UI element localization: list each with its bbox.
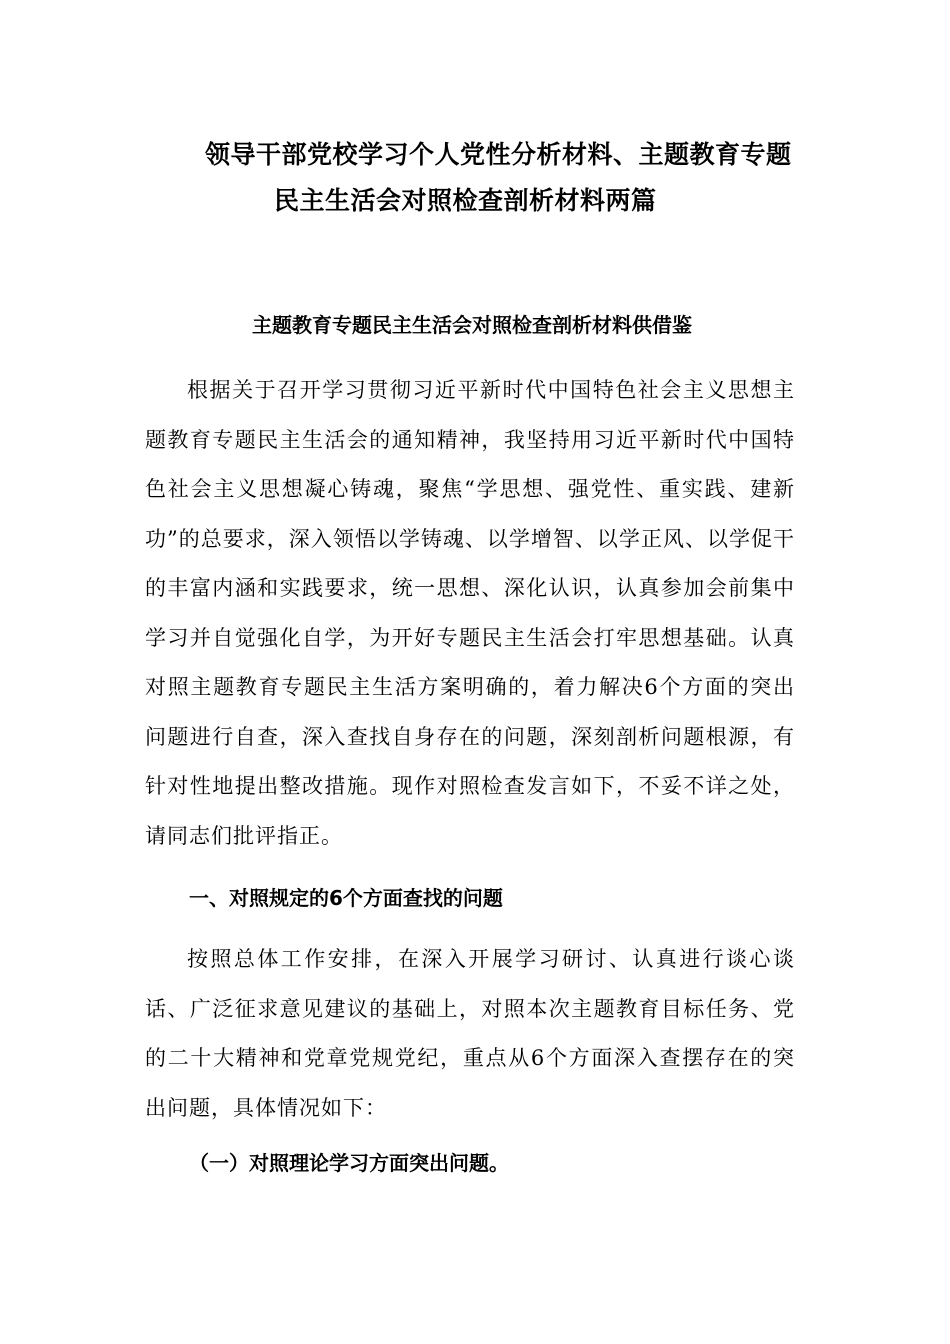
document-subtitle: 主题教育专题民主生活会对照检查剖析材料供借鉴 xyxy=(252,313,692,337)
body-paragraph-intro: 根据关于召开学习贯彻习近平新时代中国特色社会主义思想主题教育专题民主生活会的通知精神，我坚持用习近平新时代中国特色社会主义思想凝心铸魂，聚焦“学思想、强党性、重实践、建新功”的总要求，深入领悟以学铸魂、以学增智、以学正风、以学促干的丰富内涵和实践要求，统一思想、深化认识，认真参加会前集中学习并自觉强化自学，为开好专题民主生活会打牢思想基础。认真对照主题教育专题民主生活方案明确的，着力解决6个方面的突出问题进行自查，深入查找自身存在的问题，深刻剖析问题根源，有针对性地提出整改措施。现作对照检查发言如下，不妥不详之处，请同志们批评指正。 xyxy=(145,378,795,848)
document-title-line-1: 领导干部党校学习个人党性分析材料、主题教育专题 xyxy=(205,140,792,169)
section-heading-1: 一、对照规定的6个方面查找的问题 xyxy=(189,886,503,910)
body-paragraph-section-1: 按照总体工作安排，在深入开展学习研讨、认真进行谈心谈话、广泛征求意见建议的基础上，对照本次主题教育目标任务、党的二十大精神和党章党规党纪，重点从6个方面深入查摆存在的突出问题，具体情况如下： xyxy=(145,947,795,1120)
subsection-heading-1: （一）对照理论学习方面突出问题。 xyxy=(189,1151,509,1175)
document-title xyxy=(140,132,840,224)
document-title-line-2: 民主生活会对照检查剖析材料两篇 xyxy=(274,186,657,215)
